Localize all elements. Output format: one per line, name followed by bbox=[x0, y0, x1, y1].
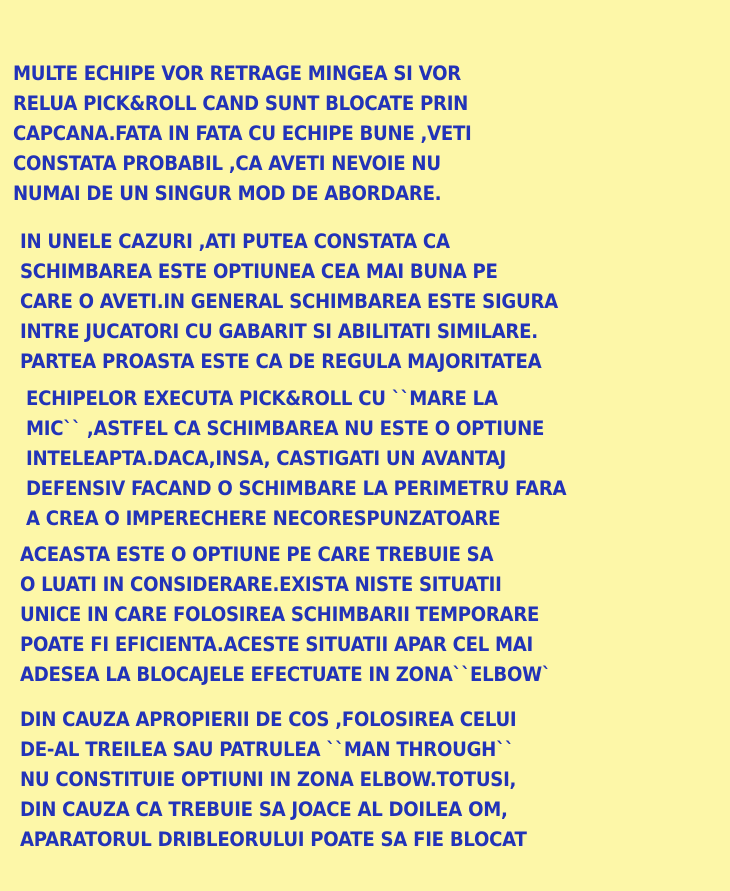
text-line: UNICE IN CARE FOLOSIREA SCHIMBARII TEMPORARE bbox=[20, 603, 540, 626]
paragraph-1 bbox=[13, 59, 472, 209]
text-line: CARE O AVETI.IN GENERAL SCHIMBAREA ESTE SIGURA bbox=[20, 290, 558, 313]
text-line: INTRE JUCATORI CU GABARIT SI ABILITATI SIMILARE. bbox=[20, 320, 538, 343]
text-line: RELUA PICK&ROLL CAND SUNT BLOCATE PRIN bbox=[13, 92, 469, 115]
paragraph-3 bbox=[26, 384, 566, 534]
text-line: MIC`` ,ASTFEL CA SCHIMBAREA NU ESTE O OPTIUNE bbox=[26, 417, 545, 440]
paragraph-4 bbox=[20, 540, 551, 690]
text-line: CAPCANA.FATA IN FATA CU ECHIPE BUNE ,VETI bbox=[13, 122, 472, 145]
text-line: O LUATI IN CONSIDERARE.EXISTA NISTE SITUATII bbox=[20, 573, 502, 596]
text-line: DEFENSIV FACAND O SCHIMBARE LA PERIMETRU FARA bbox=[26, 477, 567, 500]
text-line: ACEASTA ESTE O OPTIUNE PE CARE TREBUIE SA bbox=[20, 543, 494, 566]
paragraph-2 bbox=[20, 227, 558, 377]
text-line: DE-AL TREILEA SAU PATRULEA ``MAN THROUGH`` bbox=[20, 738, 514, 761]
text-line: APARATORUL DRIBLEORULUI POATE SA FIE BLOCAT bbox=[20, 828, 527, 851]
text-line: NU CONSTITUIE OPTIUNI IN ZONA ELBOW.TOTUSI, bbox=[20, 768, 517, 791]
text-line: MULTE ECHIPE VOR RETRAGE MINGEA SI VOR bbox=[13, 62, 461, 85]
paragraph-5 bbox=[20, 705, 527, 855]
text-line: DIN CAUZA CA TREBUIE SA JOACE AL DOILEA OM, bbox=[20, 798, 508, 821]
text-line: PARTEA PROASTA ESTE CA DE REGULA MAJORITATEA bbox=[20, 350, 542, 373]
text-line: POATE FI EFICIENTA.ACESTE SITUATII APAR CEL MAI bbox=[20, 633, 534, 656]
text-line: DIN CAUZA APROPIERII DE COS ,FOLOSIREA CELUI bbox=[20, 708, 517, 731]
text-line: ECHIPELOR EXECUTA PICK&ROLL CU ``MARE LA bbox=[26, 387, 498, 410]
text-line: SCHIMBAREA ESTE OPTIUNEA CEA MAI BUNA PE bbox=[20, 260, 498, 283]
text-line: INTELEAPTA.DACA,INSA, CASTIGATI UN AVANTAJ bbox=[26, 447, 506, 470]
text-line: NUMAI DE UN SINGUR MOD DE ABORDARE. bbox=[13, 182, 442, 205]
text-line: IN UNELE CAZURI ,ATI PUTEA CONSTATA CA bbox=[20, 230, 450, 253]
text-line: CONSTATA PROBABIL ,CA AVETI NEVOIE NU bbox=[13, 152, 441, 175]
text-line: ADESEA LA BLOCAJELE EFECTUATE IN ZONA``ELBOW` bbox=[20, 663, 551, 686]
text-line: A CREA O IMPERECHERE NECORESPUNZATOARE bbox=[26, 507, 501, 530]
